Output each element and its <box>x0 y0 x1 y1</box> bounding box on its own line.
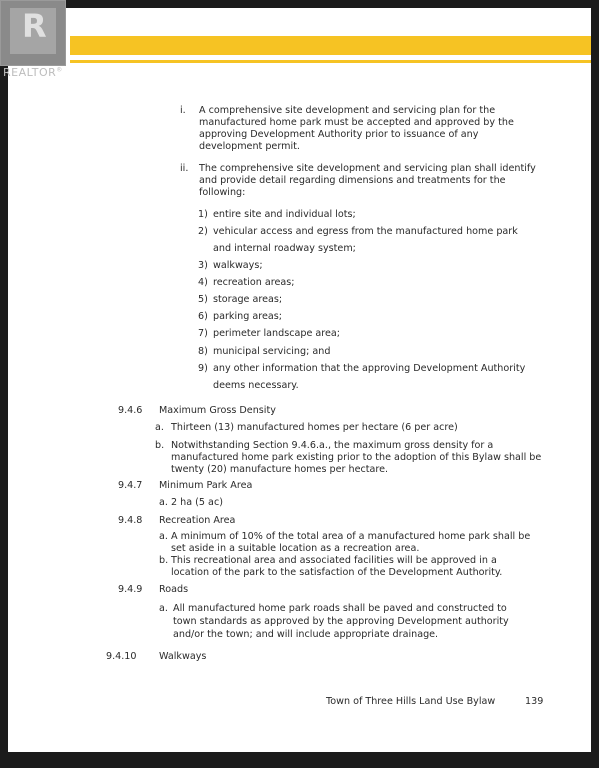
footer-title: Town of Three Hills Land Use Bylaw <box>326 696 496 707</box>
item-text: deems necessary. <box>213 380 299 391</box>
clause-ii-line-2: and provide detail regarding dimensions and treatments for the <box>199 175 506 186</box>
sub-text: town standards as approved by the approving Development authority <box>173 616 509 627</box>
clause-marker-ii: ii. <box>180 163 189 174</box>
item-number: 2) <box>198 226 208 237</box>
item-text: recreation areas; <box>213 277 295 288</box>
clause-i-line-3: approving Development Authority prior to issuance of any <box>199 129 479 140</box>
item-number: 7) <box>198 328 208 339</box>
realtor-wordmark: REALTOR® <box>3 66 63 79</box>
sub-text: manufactured home park existing prior to the adoption of this Bylaw shall be <box>171 452 542 463</box>
section-number: 9.4.7 <box>118 480 143 491</box>
sub-text: Notwithstanding Section 9.4.6.a., the maximum gross density for a <box>171 440 494 451</box>
realtor-logo-icon <box>0 0 66 66</box>
page-number: 139 <box>525 696 544 707</box>
item-text: parking areas; <box>213 311 282 322</box>
clause-marker-i: i. <box>180 105 186 116</box>
clause-i-line-2: manufactured home park must be accepted and approved by the <box>199 117 514 128</box>
section-title: Maximum Gross Density <box>159 405 276 416</box>
section-title: Roads <box>159 584 189 595</box>
item-text: any other information that the approving Development Authority <box>213 363 526 374</box>
item-text: municipal servicing; and <box>213 346 331 357</box>
sub-text: location of the park to the satisfaction of the Development Authority. <box>171 567 503 578</box>
sub-letter: a. <box>155 422 164 433</box>
item-text: entire site and individual lots; <box>213 209 356 220</box>
item-number: 4) <box>198 277 208 288</box>
section-title: Walkways <box>159 651 207 662</box>
item-number: 5) <box>198 294 208 305</box>
sub-letter: a. <box>159 531 168 542</box>
item-text: walkways; <box>213 260 263 271</box>
item-number: 9) <box>198 363 208 374</box>
sub-text: and/or the town; and will include appropriate drainage. <box>173 629 439 640</box>
item-number: 3) <box>198 260 208 271</box>
sub-text: twenty (20) manufacture homes per hectare. <box>171 464 389 475</box>
section-number: 9.4.9 <box>118 584 143 595</box>
sub-letter: a. <box>159 603 168 614</box>
item-text: vehicular access and egress from the manufactured home park <box>213 226 518 237</box>
section-number: 9.4.8 <box>118 515 143 526</box>
sub-letter: a. <box>159 497 168 508</box>
sub-text: This recreational area and associated facilities will be approved in a <box>171 555 497 566</box>
item-number: 8) <box>198 346 208 357</box>
item-text: and internal roadway system; <box>213 243 356 254</box>
sub-text: set aside in a suitable location as a recreation area. <box>171 543 420 554</box>
item-text: perimeter landscape area; <box>213 328 341 339</box>
header-band <box>70 36 591 55</box>
section-title: Minimum Park Area <box>159 480 253 491</box>
realtor-r-icon: R <box>22 7 47 45</box>
header-rule <box>70 60 591 63</box>
item-number: 6) <box>198 311 208 322</box>
clause-ii-line-1: The comprehensive site development and servicing plan shall identify <box>199 163 536 174</box>
section-number: 9.4.6 <box>118 405 143 416</box>
section-number: 9.4.10 <box>106 651 137 662</box>
sub-text: 2 ha (5 ac) <box>171 497 223 508</box>
sub-text: A minimum of 10% of the total area of a manufactured home park shall be <box>171 531 531 542</box>
item-number: 1) <box>198 209 208 220</box>
clause-i-line-4: development permit. <box>199 141 300 152</box>
item-text: storage areas; <box>213 294 283 305</box>
sub-letter: b. <box>155 440 165 451</box>
sub-text: Thirteen (13) manufactured homes per hectare (6 per acre) <box>171 422 458 433</box>
clause-i-line-1: A comprehensive site development and servicing plan for the <box>199 105 496 116</box>
sub-text: All manufactured home park roads shall be paved and constructed to <box>173 603 507 614</box>
clause-ii-line-3: following: <box>199 187 246 198</box>
sub-letter: b. <box>159 555 169 566</box>
document-page <box>8 8 591 752</box>
section-title: Recreation Area <box>159 515 236 526</box>
